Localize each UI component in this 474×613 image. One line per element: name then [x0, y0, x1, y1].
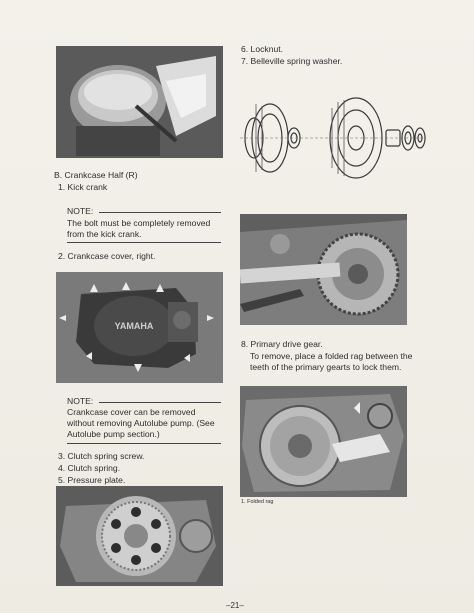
primary-gear-photo — [240, 214, 407, 325]
note-body: The bolt must be completely removed from the kick crank. — [67, 218, 211, 239]
note-rule-top — [99, 212, 221, 213]
page-number: –21– — [226, 601, 244, 610]
step-primary-drive-gear-instructions: To remove, place a folded rag between the teeth of the primary gearts to lock them. — [250, 351, 413, 372]
step-primary-drive-gear: 8. Primary drive gear. — [241, 339, 323, 349]
exploded-diagram — [236, 90, 428, 184]
step-locknut: 6. Locknut. — [241, 44, 284, 54]
clutch-photo — [56, 486, 223, 586]
note2-label: NOTE: — [67, 396, 94, 406]
crankcase-cover-photo — [56, 272, 223, 383]
piston-photo — [56, 46, 223, 158]
step-pressure-plate: 5. Pressure plate. — [58, 475, 126, 485]
photo-caption: 1. Folded rag — [241, 499, 274, 505]
step-belleville-washer: 7. Belleville spring washer. — [241, 56, 343, 66]
note-label: NOTE: — [67, 206, 94, 216]
folded-rag-photo — [240, 386, 407, 497]
cover-brand-text: YAMAHA — [114, 321, 154, 331]
section-title: B. Crankcase Half (R) — [54, 170, 138, 180]
note2-rule-bottom — [67, 443, 221, 444]
step-crankcase-cover: 2. Crankcase cover, right. — [58, 251, 156, 261]
note-rule-bottom — [67, 242, 221, 243]
step-clutch-spring: 4. Clutch spring. — [58, 463, 121, 473]
step-clutch-spring-screw: 3. Clutch spring screw. — [58, 451, 145, 461]
note2-body: Crankcase cover can be removed without removing Autolube pump. (See Autolube pump section.) — [67, 407, 215, 439]
note2-rule-top — [99, 402, 221, 403]
step-kick-crank: 1. Kick crank — [58, 182, 108, 192]
